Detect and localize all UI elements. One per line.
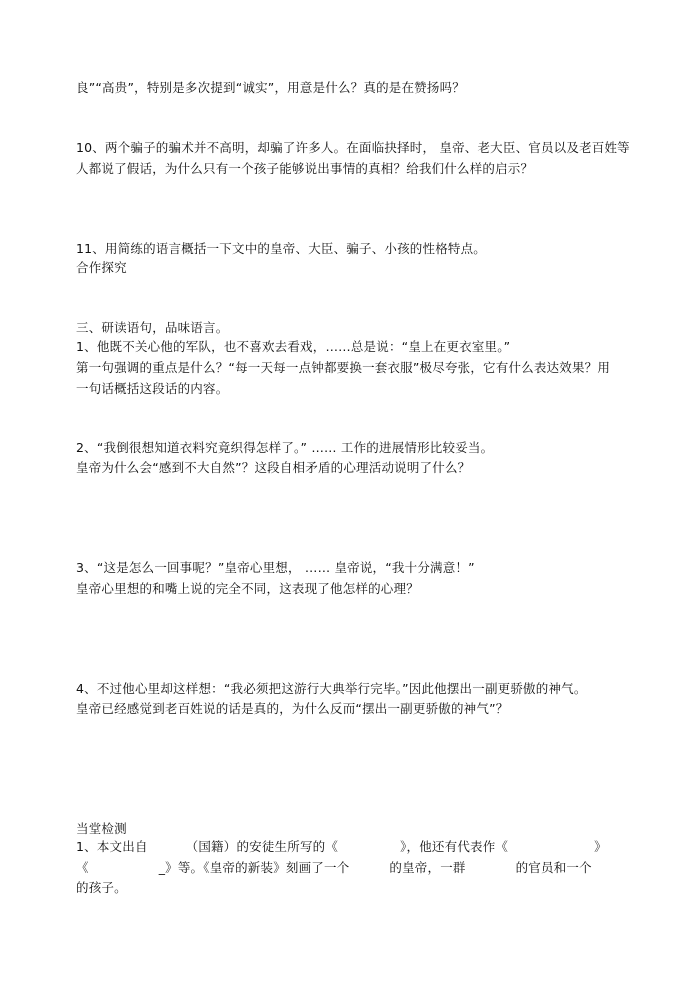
- section-3-item-3-line-2: 皇帝心里想的和嘴上说的完全不同，这表现了他怎样的心理？: [76, 581, 419, 596]
- q1-segment: 的官员和一个: [515, 860, 592, 875]
- section-3-item-3-line-1: 3、“这是怎么一回事呢？”皇帝心里想， …… 皇帝说，“我十分满意！”: [76, 560, 475, 575]
- q1-segment: 《: [76, 860, 89, 875]
- q1-segment: （国籍）的安徒生所写的《: [185, 839, 339, 854]
- section-3-heading: 三、研读语句，品味语言。: [76, 320, 229, 335]
- cooperative-heading: 合作探究: [76, 260, 127, 275]
- section-3-item-1-line-3: 一句话概括这段话的内容。: [76, 381, 229, 396]
- question-10-line-2: 人都说了假话，为什么只有一个孩子能够说出事情的真相？给我们什么样的启示？: [76, 161, 534, 176]
- q1-segment: 1、本文出自: [76, 839, 148, 854]
- classroom-check-q1-line-1: [76, 839, 607, 855]
- q1-segment: 》，他还有代表作《: [400, 839, 509, 854]
- section-3-item-2-line-1: 2、“我倒很想知道衣料究竟织得怎样了。” …… 工作的进展情形比较妥当。: [76, 440, 494, 455]
- section-3-item-4-line-1: 4、不过他心里却这样想：“我必须把这游行大典举行完毕。”因此他摆出一副更骄傲的神气。: [76, 681, 587, 696]
- section-3-item-4-line-2: 皇帝已经感觉到老百姓说的话是真的，为什么反而“摆出一副更骄傲的神气”？: [76, 701, 509, 716]
- question-11: 11、用简练的语言概括一下文中的皇帝、大臣、骗子、小孩的性格特点。: [76, 241, 487, 256]
- q1-segment: 的皇帝，一群: [389, 860, 466, 875]
- section-3-item-2-line-2: 皇帝为什么会“感到不大自然”？这段自相矛盾的心理活动说明了什么？: [76, 460, 471, 475]
- question-10-line-1: 10、两个骗子的骗术并不高明，却骗了许多人。在面临抉择时， 皇帝、老大臣、官员以及老百姓等: [76, 140, 630, 155]
- classroom-check-heading: 当堂检测: [76, 821, 127, 836]
- classroom-check-q1-line-2: [76, 860, 592, 876]
- question-9-tail: 良”“高贵”，特别是多次提到“诚实”，用意是什么？真的是在赞扬吗？: [76, 80, 465, 95]
- section-3-item-1-line-2: 第一句强调的重点是什么？“每一天每一点钟都要换一套衣服”极尽夸张，它有什么表达效果？用: [76, 360, 611, 375]
- q1-segment: _》等。《皇帝的新装》刻画了一个: [158, 860, 350, 875]
- classroom-check-q1-line-3: 的孩子。: [76, 880, 127, 895]
- section-3-item-1-line-1: 1、他既不关心他的军队，也不喜欢去看戏，……总是说：“皇上在更衣室里。”: [76, 339, 511, 354]
- q1-segment: 》: [594, 839, 607, 854]
